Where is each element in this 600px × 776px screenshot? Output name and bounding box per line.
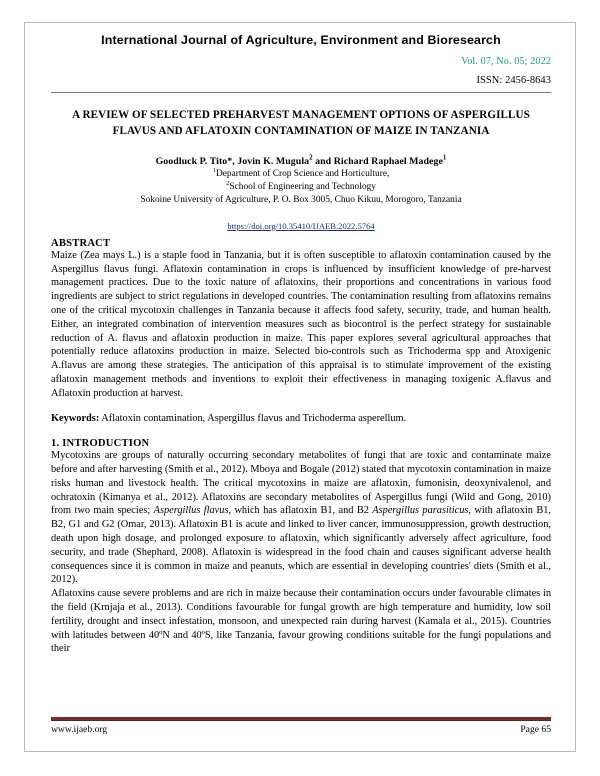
keywords-line <box>51 412 551 426</box>
footer-website[interactable]: www.ijaeb.org <box>51 724 108 735</box>
keywords-values: Aflatoxin contamination, Aspergillus flavus and Trichoderma asperellum. <box>101 413 407 425</box>
keywords-label: Keywords: <box>51 413 100 425</box>
volume-issue-year: Vol. 07, No. 05; 2022 <box>461 56 551 67</box>
footer-divider <box>51 717 551 721</box>
page-title: A REVIEW OF SELECTED PREHARVEST MANAGEMENT OPTIONS OF ASPERGILLUS FLAVUS AND AFLATOXIN CONTAMINATION OF MAIZE IN TANZANIA <box>72 109 530 137</box>
affiliation-line-1: $^1$Department of Crop Science and Horticulture, <box>212 166 390 179</box>
issn-label: ISSN: 2456-8643 <box>476 75 551 86</box>
page-content <box>25 23 575 656</box>
introduction-heading: 1. INTRODUCTION <box>51 438 150 450</box>
document-page <box>24 22 576 752</box>
introduction-paragraph-1: Mycotoxins are groups of naturally occurring secondary metabolites of fungi that are toxic and contaminate maize before and after harvesting (Smith et al., 2012). Mboya and Bogale (2012) stated that mycotoxin contamination in maize risks human and livestock health. The critical mycotoxins in maize are aflatoxin, fumonisin, deoxynivalenol, and ochratoxin (Kimanya et al., 2012). Aflatoxins are secondary metabolites of Aspergillus fungi (Wild and Gong, 2010) from two main species; Aspergillus flavus, which has aflatoxin B1, and B2 Aspergillus parasiticus, with aflatoxin B1, B2, G1 and G2 (Omar, 2013). Aflatoxin B1 is acute and linked to liver cancer, immunosuppression, growth destruction, death upon high dosage, and prolonged exposure to aflatoxin, which significantly adversely affect agriculture, food security, and trade (Shephard, 2008). Aflatoxin is widespread in the food chain and causes significant adverse health consequences since it is common in maize and peanuts, which are essential in developing countries' diets (Smith et al., 2012). <box>51 450 551 586</box>
affiliation-line-3: Sokoine University of Agriculture, P. O. Box 3005, Chuo Kikuu, Morogoro, Tanzania <box>140 195 462 206</box>
introduction-paragraph-2: Aflatoxins cause severe problems and are rich in maize because their contamination occurs under favourable climates in the field (Krnjaja et al., 2013). Conditions favourable for fungal growth are high temperature and humidity, low soil fertility, drought and insect infestation, monsoon, and unexpected rain during harvest (Kamala et al., 2015). Countries with latitudes between 40ºN and 40ºS, like Tanzania, favour growing conditions suitable for the fungi populations and their <box>51 588 551 655</box>
abstract-heading: ABSTRACT <box>51 237 111 249</box>
abstract-text: Maize (Zea mays L.) is a staple food in Tanzania, but it is often susceptible to aflatoxin contamination caused by the Aspergillus flavus fungi. Aflatoxin contamination in crops is influenced by insufficient knowledge of pre-harvest management practices. Due to the toxic nature of aflatoxins, their proportions and concentrations in various food ingredients are subject to strict regulations in developed countries. The contamination resulting from aflatoxins remains one of the critical mycotoxin challenges in Tanzania because it affects food safety, security, trade, and human health. Either, an integrated combination of intervention measures such as biocontrol is the perfect strategy for sustainable reduction of A. flavus and aflatoxin production in maize. This paper explores several agricultural approaches that potentially reduce aflatoxins production in maize. Selected bio-controls such as Trichoderma spp and Atoxigenic A.flavus are among these strategies. The anticipation of this appraisal is to stimulate improvement of the existing aflatoxin management methods and inventions to exploit their effectiveness in managing toxigenic A.flavus and Aflatoxin production at harvest. <box>51 249 551 399</box>
page-number: Page 65 <box>520 724 551 735</box>
page-footer <box>51 717 551 735</box>
author-list: Goodluck P. Tito*, Jovin K. Mugula$^2$ and Richard Raphael Madege$^1$ <box>155 154 447 167</box>
journal-title: International Journal of Agriculture, Environment and Bioresearch <box>101 33 501 47</box>
affiliation-line-2: $^2$School of Engineering and Technology <box>226 179 376 192</box>
header-divider <box>51 92 551 93</box>
footer-row <box>51 724 551 735</box>
doi-link[interactable]: https://doi.org/10.35410/IJAEB.2022.5764 <box>227 220 375 231</box>
doi-container <box>51 216 551 234</box>
